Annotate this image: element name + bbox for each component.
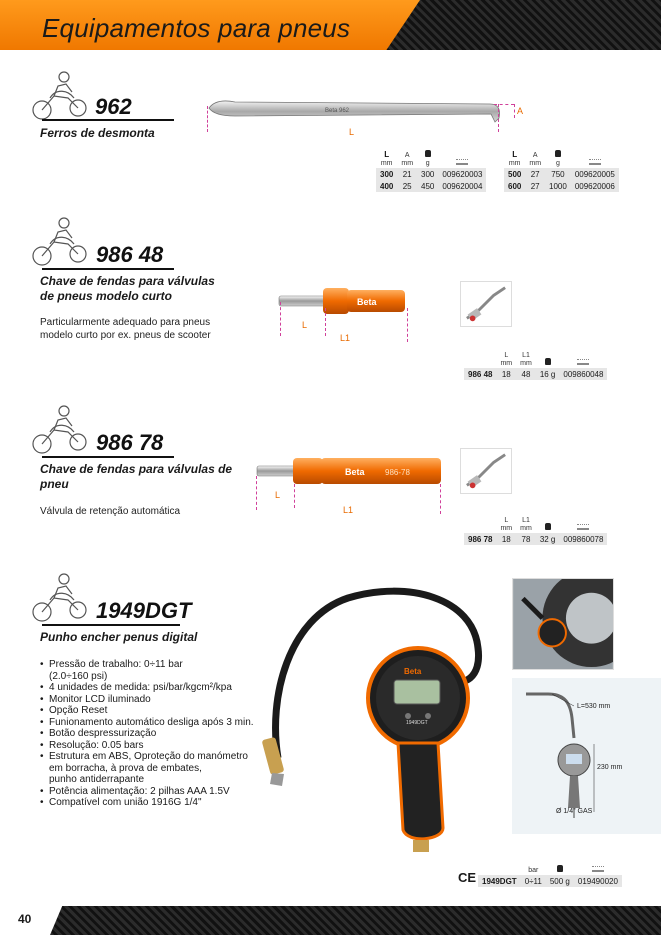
list-item: • Funionamento automático desliga após 3 min. xyxy=(40,717,280,729)
list-item: • Estrutura em ABS, Oproteção do manómetro xyxy=(40,751,280,763)
product-description: Particularmente adequado para pneus modelo curto por ex. pneus de scooter xyxy=(40,317,211,341)
list-item: • 4 unidades de medida: psi/bar/kgcm²/kpa xyxy=(40,682,280,694)
col-header-l: L mm xyxy=(500,352,513,367)
feature-list xyxy=(40,659,280,809)
list-item: em borracha, à prova de embates, xyxy=(49,762,202,774)
code-underline xyxy=(42,624,180,626)
footer-bar xyxy=(50,906,661,935)
dim-line xyxy=(280,302,281,336)
col-header-a: A mm xyxy=(529,152,542,167)
height-label: 230 mm xyxy=(597,764,623,771)
product-title: Ferros de desmonta xyxy=(40,126,155,140)
list-item: • Botão despressurização xyxy=(40,728,280,740)
col-header-l1: L1 mm xyxy=(520,352,532,367)
col-header-weight: g xyxy=(417,146,438,168)
col-header-code xyxy=(571,146,619,168)
svg-text:986-78: 986-78 xyxy=(385,468,410,477)
weight-icon xyxy=(557,865,563,872)
col-header-code xyxy=(559,346,607,368)
dim-line xyxy=(294,484,295,508)
dimension-diagram xyxy=(512,678,661,834)
col-header-code xyxy=(559,511,607,533)
product-code: 986 78 xyxy=(96,430,164,455)
dim-label-l1: L1 xyxy=(343,505,354,515)
table-row: 600 27 1000 009620006 xyxy=(504,180,619,192)
motorbike-icon xyxy=(28,402,92,458)
dim-line xyxy=(256,476,257,510)
table-row: 400 25 450 009620004 xyxy=(376,180,486,192)
digital-tire-inflator-image xyxy=(258,578,500,860)
valve-screwdriver-image xyxy=(275,284,410,324)
svg-text:Beta: Beta xyxy=(404,667,422,676)
weight-icon xyxy=(545,523,551,530)
list-item: • Monitor LCD iluminado xyxy=(40,694,280,706)
dim-label-l1: L1 xyxy=(340,333,351,343)
weight-icon xyxy=(545,358,551,365)
svg-text:Beta 962: Beta 962 xyxy=(325,108,350,114)
product-title: Chave de fendas para válvulas de pneus modelo curto xyxy=(40,274,215,303)
valve-core-photo xyxy=(460,281,512,327)
barcode-icon xyxy=(577,524,589,530)
col-header-weight xyxy=(546,853,574,875)
spec-table xyxy=(478,853,622,887)
dim-line xyxy=(514,104,515,118)
code-underline xyxy=(42,268,174,270)
col-header-a: A mm xyxy=(401,152,414,167)
table-row: 500 27 750 009620005 xyxy=(504,168,619,180)
motorbike-icon xyxy=(28,570,92,626)
dim-label-a: A xyxy=(517,106,524,116)
code-underline xyxy=(42,119,174,121)
dim-line xyxy=(498,104,499,132)
weight-icon xyxy=(555,150,561,157)
ce-mark: CE xyxy=(458,870,477,885)
barcode-icon xyxy=(592,866,604,872)
code-underline xyxy=(42,456,174,458)
hose-length-label: L=530 mm xyxy=(577,703,611,710)
table-row: 986 48 18 48 16 g 009860048 xyxy=(464,368,607,380)
svg-text:Beta: Beta xyxy=(357,297,377,307)
col-header-l: L mm xyxy=(508,150,521,167)
page-number: 40 xyxy=(18,912,32,926)
dim-label-l: L xyxy=(349,127,355,137)
tire-lever-image xyxy=(205,92,515,142)
dim-line xyxy=(407,308,408,342)
spec-table xyxy=(464,511,607,545)
list-item: punho antiderrapante xyxy=(49,774,145,785)
dim-line xyxy=(494,104,514,105)
spec-table xyxy=(464,346,607,380)
col-header-weight xyxy=(536,511,560,533)
product-code: 986 48 xyxy=(96,242,164,267)
barcode-icon xyxy=(589,159,601,165)
list-item: • Pressão de trabalho: 0÷11 bar xyxy=(40,659,280,671)
page-title: Equipamentos para pneus xyxy=(42,13,351,43)
spec-table xyxy=(504,146,619,192)
table-row: 986 78 18 78 32 g 009860078 xyxy=(464,533,607,545)
product-title: Punho encher penus digital xyxy=(40,630,198,644)
col-header-code xyxy=(574,853,622,875)
weight-icon xyxy=(425,150,431,157)
col-header-l: L mm xyxy=(380,150,393,167)
product-title: Chave de fendas para válvulas de pneu xyxy=(40,462,233,491)
dim-label-l: L xyxy=(275,490,281,500)
thread-label: Ø 1/4" GAS xyxy=(556,808,593,815)
dim-line xyxy=(207,106,208,132)
valve-core-photo xyxy=(460,448,512,494)
list-item: • Potência alimentação: 2 pilhas AAA 1.5V xyxy=(40,786,280,798)
table-row: 300 21 300 009620003 xyxy=(376,168,486,180)
table-row: 1949DGT 0÷11 500 g 019490020 xyxy=(478,875,622,887)
svg-text:1949DGT: 1949DGT xyxy=(406,720,428,726)
col-header-l1: L1 mm xyxy=(520,517,532,532)
motorbike-icon xyxy=(28,68,92,124)
product-description: Válvula de retenção automática xyxy=(40,506,181,517)
list-item: • Opção Reset xyxy=(40,705,280,717)
list-item: • Resolução: 0.05 bars xyxy=(40,740,280,752)
barcode-icon xyxy=(456,159,468,165)
dim-line xyxy=(325,308,326,336)
col-header-weight xyxy=(536,346,560,368)
col-header-weight: g xyxy=(545,146,571,168)
usage-photo xyxy=(512,578,614,670)
list-item: • Compatível com união 1916G 1/4" xyxy=(40,797,280,809)
valve-screwdriver-long-image xyxy=(255,454,445,490)
list-item: (2.0÷160 psi) xyxy=(49,670,108,682)
spec-table xyxy=(376,146,486,192)
svg-text:Beta: Beta xyxy=(345,467,365,477)
dim-line xyxy=(440,484,441,514)
col-header-bar: bar xyxy=(528,867,539,874)
col-header-l: L mm xyxy=(500,517,513,532)
product-code: 1949DGT xyxy=(96,598,192,623)
col-header-code xyxy=(438,146,486,168)
barcode-icon xyxy=(577,359,589,365)
product-code: 962 xyxy=(95,94,132,119)
dim-label-l: L xyxy=(302,320,308,330)
motorbike-icon xyxy=(28,214,92,270)
